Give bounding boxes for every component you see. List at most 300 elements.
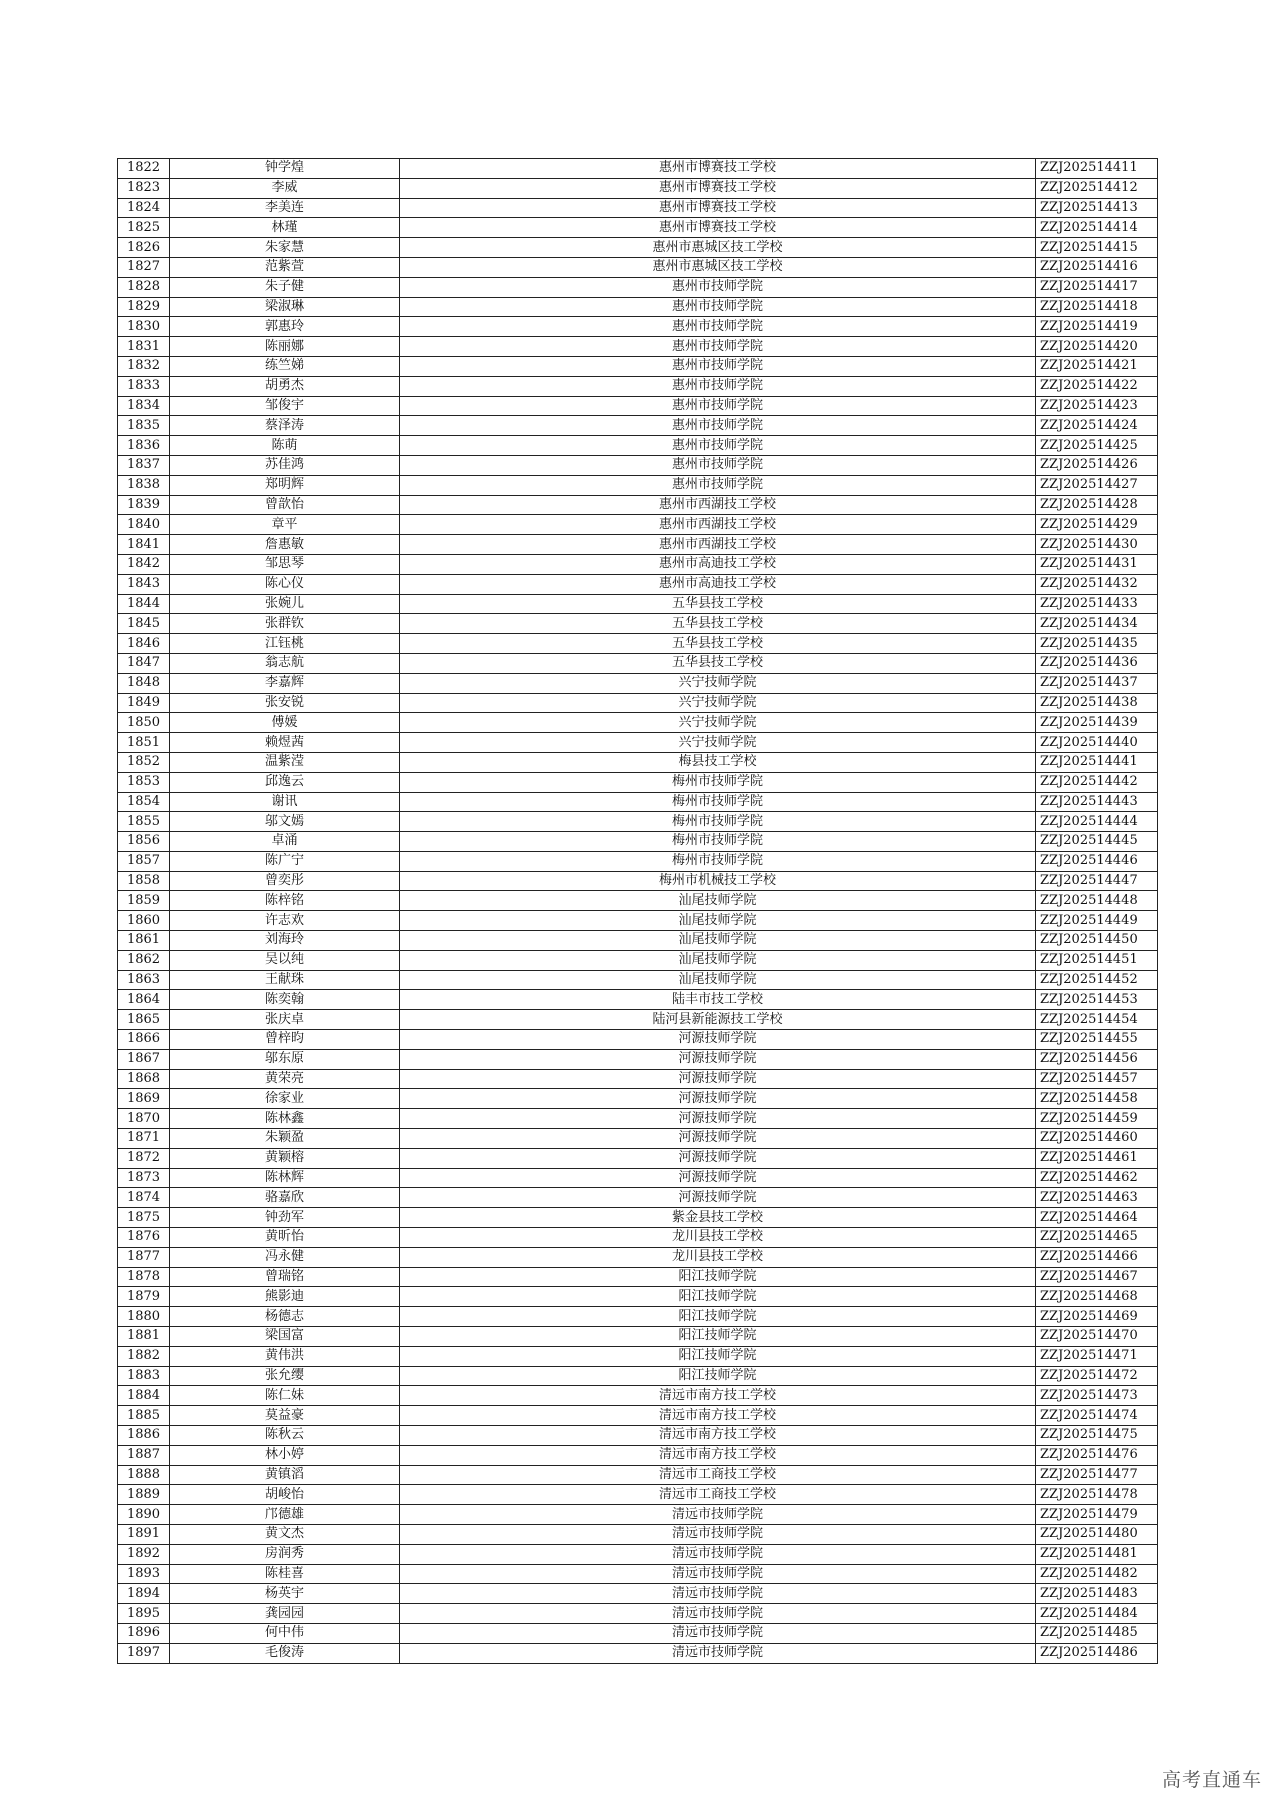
row-number-cell: 1822 [118,159,170,179]
row-number-cell: 1831 [118,337,170,357]
student-name-cell: 房润秀 [170,1544,400,1564]
student-name-cell: 毛俊涛 [170,1643,400,1663]
student-name-cell: 江钰桃 [170,634,400,654]
student-name-cell: 黄镇滔 [170,1465,400,1485]
table-row [118,1505,1158,1525]
table-row [118,1386,1158,1406]
row-number-cell: 1889 [118,1485,170,1505]
table-row [118,970,1158,990]
table-row [118,317,1158,337]
table-row [118,1604,1158,1624]
student-name-cell: 钟学煌 [170,159,400,179]
student-name-cell: 练竺娣 [170,356,400,376]
row-number-cell: 1855 [118,812,170,832]
student-name-cell: 邱逸云 [170,772,400,792]
table-row [118,1445,1158,1465]
row-number-cell: 1851 [118,733,170,753]
school-name-cell: 梅州市技师学院 [400,792,1036,812]
table-row [118,257,1158,277]
row-number-cell: 1858 [118,871,170,891]
student-id-cell: ZZJ202514452 [1036,970,1158,990]
student-name-cell: 蔡泽涛 [170,416,400,436]
student-name-cell: 陈萌 [170,436,400,456]
student-name-cell: 章平 [170,515,400,535]
student-id-cell: ZZJ202514415 [1036,238,1158,258]
student-name-cell: 温紫滢 [170,752,400,772]
school-name-cell: 清远市技师学院 [400,1564,1036,1584]
student-id-cell: ZZJ202514417 [1036,277,1158,297]
school-name-cell: 惠州市高迪技工学校 [400,554,1036,574]
student-name-cell: 邬东原 [170,1049,400,1069]
table-row [118,356,1158,376]
student-name-cell: 张安锐 [170,693,400,713]
school-name-cell: 梅州市技师学院 [400,812,1036,832]
table-row [118,1327,1158,1347]
table-row [118,693,1158,713]
student-id-cell: ZZJ202514482 [1036,1564,1158,1584]
row-number-cell: 1865 [118,1010,170,1030]
student-id-cell: ZZJ202514453 [1036,990,1158,1010]
row-number-cell: 1837 [118,455,170,475]
student-name-cell: 张婉儿 [170,594,400,614]
student-name-cell: 梁淑琳 [170,297,400,317]
student-id-cell: ZZJ202514466 [1036,1247,1158,1267]
student-id-cell: ZZJ202514454 [1036,1010,1158,1030]
student-id-cell: ZZJ202514455 [1036,1030,1158,1050]
school-name-cell: 惠州市西湖技工学校 [400,495,1036,515]
student-id-cell: ZZJ202514411 [1036,159,1158,179]
student-name-cell: 何中伟 [170,1623,400,1643]
student-id-cell: ZZJ202514450 [1036,931,1158,951]
student-id-cell: ZZJ202514474 [1036,1406,1158,1426]
student-id-cell: ZZJ202514445 [1036,832,1158,852]
table-row [118,277,1158,297]
school-name-cell: 河源技师学院 [400,1129,1036,1149]
row-number-cell: 1894 [118,1584,170,1604]
school-name-cell: 梅州市技师学院 [400,832,1036,852]
row-number-cell: 1856 [118,832,170,852]
table-row [118,376,1158,396]
row-number-cell: 1843 [118,574,170,594]
school-name-cell: 阳江技师学院 [400,1287,1036,1307]
school-name-cell: 惠州市博赛技工学校 [400,218,1036,238]
student-name-cell: 赖煜茜 [170,733,400,753]
school-name-cell: 清远市技师学院 [400,1623,1036,1643]
row-number-cell: 1868 [118,1069,170,1089]
school-name-cell: 清远市南方技工学校 [400,1445,1036,1465]
school-name-cell: 阳江技师学院 [400,1307,1036,1327]
student-name-cell: 徐家业 [170,1089,400,1109]
school-name-cell: 梅州市技师学院 [400,851,1036,871]
row-number-cell: 1892 [118,1544,170,1564]
row-number-cell: 1850 [118,713,170,733]
student-name-cell: 骆嘉欣 [170,1188,400,1208]
row-number-cell: 1867 [118,1049,170,1069]
student-name-cell: 黄颖榕 [170,1148,400,1168]
row-number-cell: 1866 [118,1030,170,1050]
school-name-cell: 汕尾技师学院 [400,891,1036,911]
student-name-cell: 李威 [170,178,400,198]
student-name-cell: 陈广宁 [170,851,400,871]
table-row [118,515,1158,535]
school-name-cell: 梅州市机械技工学校 [400,871,1036,891]
student-name-cell: 王献珠 [170,970,400,990]
student-id-cell: ZZJ202514424 [1036,416,1158,436]
row-number-cell: 1849 [118,693,170,713]
table-row [118,436,1158,456]
row-number-cell: 1845 [118,614,170,634]
school-name-cell: 清远市工商技工学校 [400,1465,1036,1485]
row-number-cell: 1862 [118,950,170,970]
student-id-cell: ZZJ202514425 [1036,436,1158,456]
student-id-cell: ZZJ202514477 [1036,1465,1158,1485]
student-name-cell: 刘海玲 [170,931,400,951]
student-name-cell: 邬文嫣 [170,812,400,832]
table-row [118,1307,1158,1327]
row-number-cell: 1893 [118,1564,170,1584]
table-row [118,1346,1158,1366]
row-number-cell: 1872 [118,1148,170,1168]
table-row [118,1564,1158,1584]
student-name-cell: 卓涌 [170,832,400,852]
table-row [118,772,1158,792]
student-id-cell: ZZJ202514456 [1036,1049,1158,1069]
student-id-cell: ZZJ202514464 [1036,1208,1158,1228]
student-id-cell: ZZJ202514481 [1036,1544,1158,1564]
school-name-cell: 惠州市技师学院 [400,436,1036,456]
row-number-cell: 1827 [118,257,170,277]
school-name-cell: 河源技师学院 [400,1188,1036,1208]
table-row [118,1168,1158,1188]
student-id-cell: ZZJ202514462 [1036,1168,1158,1188]
school-name-cell: 惠州市技师学院 [400,416,1036,436]
row-number-cell: 1882 [118,1346,170,1366]
row-number-cell: 1839 [118,495,170,515]
school-name-cell: 清远市技师学院 [400,1604,1036,1624]
table-row [118,851,1158,871]
student-id-cell: ZZJ202514451 [1036,950,1158,970]
school-name-cell: 汕尾技师学院 [400,911,1036,931]
student-id-cell: ZZJ202514440 [1036,733,1158,753]
row-number-cell: 1878 [118,1267,170,1287]
student-id-cell: ZZJ202514449 [1036,911,1158,931]
row-number-cell: 1887 [118,1445,170,1465]
row-number-cell: 1846 [118,634,170,654]
table-row [118,1228,1158,1248]
row-number-cell: 1823 [118,178,170,198]
roster-table [117,158,1158,1664]
row-number-cell: 1860 [118,911,170,931]
student-name-cell: 胡勇杰 [170,376,400,396]
student-name-cell: 许志欢 [170,911,400,931]
school-name-cell: 清远市技师学院 [400,1544,1036,1564]
student-name-cell: 范紫萱 [170,257,400,277]
student-name-cell: 陈仁妹 [170,1386,400,1406]
school-name-cell: 汕尾技师学院 [400,970,1036,990]
school-name-cell: 清远市南方技工学校 [400,1406,1036,1426]
row-number-cell: 1824 [118,198,170,218]
school-name-cell: 惠州市技师学院 [400,297,1036,317]
school-name-cell: 五华县技工学校 [400,653,1036,673]
school-name-cell: 惠州市博赛技工学校 [400,178,1036,198]
row-number-cell: 1883 [118,1366,170,1386]
school-name-cell: 河源技师学院 [400,1148,1036,1168]
table-row [118,475,1158,495]
table-row [118,673,1158,693]
student-id-cell: ZZJ202514434 [1036,614,1158,634]
school-name-cell: 惠州市技师学院 [400,396,1036,416]
table-row [118,574,1158,594]
student-name-cell: 陈林鑫 [170,1109,400,1129]
student-id-cell: ZZJ202514441 [1036,752,1158,772]
table-row [118,1188,1158,1208]
student-id-cell: ZZJ202514483 [1036,1584,1158,1604]
student-id-cell: ZZJ202514426 [1036,455,1158,475]
student-name-cell: 吴以纯 [170,950,400,970]
row-number-cell: 1874 [118,1188,170,1208]
student-id-cell: ZZJ202514423 [1036,396,1158,416]
school-name-cell: 阳江技师学院 [400,1267,1036,1287]
student-name-cell: 胡峻怡 [170,1485,400,1505]
student-id-cell: ZZJ202514471 [1036,1346,1158,1366]
table-row [118,1544,1158,1564]
school-name-cell: 陆河县新能源技工学校 [400,1010,1036,1030]
student-name-cell: 冯永健 [170,1247,400,1267]
student-id-cell: ZZJ202514465 [1036,1228,1158,1248]
table-row [118,1049,1158,1069]
school-name-cell: 阳江技师学院 [400,1327,1036,1347]
table-row [118,1465,1158,1485]
student-id-cell: ZZJ202514437 [1036,673,1158,693]
student-id-cell: ZZJ202514439 [1036,713,1158,733]
table-row [118,1069,1158,1089]
table-row [118,297,1158,317]
table-row [118,455,1158,475]
row-number-cell: 1876 [118,1228,170,1248]
table-row [118,1208,1158,1228]
row-number-cell: 1828 [118,277,170,297]
student-id-cell: ZZJ202514472 [1036,1366,1158,1386]
student-name-cell: 黄伟洪 [170,1346,400,1366]
table-row [118,159,1158,179]
table-row [118,337,1158,357]
table-row [118,832,1158,852]
table-row [118,931,1158,951]
row-number-cell: 1844 [118,594,170,614]
student-name-cell: 谢讯 [170,792,400,812]
school-name-cell: 龙川县技工学校 [400,1247,1036,1267]
table-row [118,911,1158,931]
student-id-cell: ZZJ202514486 [1036,1643,1158,1663]
student-name-cell: 詹惠敏 [170,535,400,555]
school-name-cell: 惠州市技师学院 [400,337,1036,357]
school-name-cell: 陆丰市技工学校 [400,990,1036,1010]
school-name-cell: 兴宁技师学院 [400,713,1036,733]
table-row [118,792,1158,812]
student-id-cell: ZZJ202514468 [1036,1287,1158,1307]
student-id-cell: ZZJ202514473 [1036,1386,1158,1406]
row-number-cell: 1884 [118,1386,170,1406]
row-number-cell: 1842 [118,554,170,574]
school-name-cell: 河源技师学院 [400,1109,1036,1129]
table-row [118,713,1158,733]
student-id-cell: ZZJ202514416 [1036,257,1158,277]
table-row [118,990,1158,1010]
table-row [118,178,1158,198]
table-row [118,416,1158,436]
row-number-cell: 1848 [118,673,170,693]
school-name-cell: 兴宁技师学院 [400,693,1036,713]
student-name-cell: 郭惠玲 [170,317,400,337]
student-id-cell: ZZJ202514444 [1036,812,1158,832]
school-name-cell: 阳江技师学院 [400,1366,1036,1386]
table-row [118,1366,1158,1386]
student-id-cell: ZZJ202514458 [1036,1089,1158,1109]
student-id-cell: ZZJ202514442 [1036,772,1158,792]
student-name-cell: 杨德志 [170,1307,400,1327]
school-name-cell: 阳江技师学院 [400,1346,1036,1366]
table-row [118,495,1158,515]
school-name-cell: 河源技师学院 [400,1030,1036,1050]
table-row [118,198,1158,218]
table-row [118,1010,1158,1030]
student-id-cell: ZZJ202514478 [1036,1485,1158,1505]
student-name-cell: 曾奕彤 [170,871,400,891]
student-name-cell: 莫益豪 [170,1406,400,1426]
row-number-cell: 1871 [118,1129,170,1149]
student-name-cell: 李美连 [170,198,400,218]
student-name-cell: 朱家慧 [170,238,400,258]
row-number-cell: 1857 [118,851,170,871]
student-name-cell: 曾梓昀 [170,1030,400,1050]
table-row [118,1643,1158,1663]
table-row [118,1109,1158,1129]
school-name-cell: 汕尾技师学院 [400,931,1036,951]
school-name-cell: 河源技师学院 [400,1168,1036,1188]
row-number-cell: 1885 [118,1406,170,1426]
student-name-cell: 陈梓铭 [170,891,400,911]
table-row [118,594,1158,614]
row-number-cell: 1854 [118,792,170,812]
row-number-cell: 1829 [118,297,170,317]
student-id-cell: ZZJ202514427 [1036,475,1158,495]
school-name-cell: 清远市技师学院 [400,1524,1036,1544]
row-number-cell: 1852 [118,752,170,772]
student-id-cell: ZZJ202514446 [1036,851,1158,871]
student-id-cell: ZZJ202514412 [1036,178,1158,198]
student-id-cell: ZZJ202514438 [1036,693,1158,713]
school-name-cell: 惠州市西湖技工学校 [400,515,1036,535]
student-name-cell: 朱颖盈 [170,1129,400,1149]
school-name-cell: 清远市技师学院 [400,1643,1036,1663]
table-row [118,1426,1158,1446]
student-name-cell: 黄文杰 [170,1524,400,1544]
student-name-cell: 陈丽娜 [170,337,400,357]
school-name-cell: 惠州市惠城区技工学校 [400,238,1036,258]
student-id-cell: ZZJ202514421 [1036,356,1158,376]
student-id-cell: ZZJ202514418 [1036,297,1158,317]
student-id-cell: ZZJ202514419 [1036,317,1158,337]
student-id-cell: ZZJ202514447 [1036,871,1158,891]
student-name-cell: 熊影迪 [170,1287,400,1307]
student-name-cell: 傅媛 [170,713,400,733]
student-name-cell: 郑明辉 [170,475,400,495]
row-number-cell: 1830 [118,317,170,337]
student-name-cell: 陈心仪 [170,574,400,594]
student-id-cell: ZZJ202514448 [1036,891,1158,911]
student-name-cell: 林瑾 [170,218,400,238]
row-number-cell: 1880 [118,1307,170,1327]
student-id-cell: ZZJ202514429 [1036,515,1158,535]
student-name-cell: 张群钦 [170,614,400,634]
student-name-cell: 钟劲军 [170,1208,400,1228]
table-row [118,1148,1158,1168]
student-id-cell: ZZJ202514413 [1036,198,1158,218]
row-number-cell: 1877 [118,1247,170,1267]
row-number-cell: 1834 [118,396,170,416]
school-name-cell: 五华县技工学校 [400,614,1036,634]
school-name-cell: 惠州市技师学院 [400,277,1036,297]
table-row [118,614,1158,634]
student-name-cell: 陈奕翰 [170,990,400,1010]
student-id-cell: ZZJ202514484 [1036,1604,1158,1624]
table-row [118,1267,1158,1287]
table-row [118,1030,1158,1050]
table-row [118,1524,1158,1544]
school-name-cell: 清远市南方技工学校 [400,1386,1036,1406]
student-id-cell: ZZJ202514422 [1036,376,1158,396]
row-number-cell: 1891 [118,1524,170,1544]
school-name-cell: 清远市工商技工学校 [400,1485,1036,1505]
table-row [118,733,1158,753]
student-id-cell: ZZJ202514459 [1036,1109,1158,1129]
student-id-cell: ZZJ202514485 [1036,1623,1158,1643]
table-row [118,218,1158,238]
student-name-cell: 张庆卓 [170,1010,400,1030]
student-name-cell: 黄荣亮 [170,1069,400,1089]
table-row [118,1406,1158,1426]
school-name-cell: 惠州市技师学院 [400,475,1036,495]
table-row [118,238,1158,258]
row-number-cell: 1840 [118,515,170,535]
row-number-cell: 1864 [118,990,170,1010]
row-number-cell: 1833 [118,376,170,396]
row-number-cell: 1835 [118,416,170,436]
row-number-cell: 1875 [118,1208,170,1228]
school-name-cell: 河源技师学院 [400,1089,1036,1109]
student-name-cell: 朱子健 [170,277,400,297]
student-id-cell: ZZJ202514443 [1036,792,1158,812]
table-row [118,653,1158,673]
row-number-cell: 1886 [118,1426,170,1446]
table-row [118,554,1158,574]
table-row [118,1089,1158,1109]
student-name-cell: 杨英宇 [170,1584,400,1604]
school-name-cell: 惠州市技师学院 [400,317,1036,337]
row-number-cell: 1826 [118,238,170,258]
student-name-cell: 苏佳鸿 [170,455,400,475]
school-name-cell: 惠州市技师学院 [400,455,1036,475]
student-name-cell: 黄昕怡 [170,1228,400,1248]
school-name-cell: 惠州市技师学院 [400,356,1036,376]
table-row [118,535,1158,555]
student-name-cell: 邹思琴 [170,554,400,574]
school-name-cell: 惠州市西湖技工学校 [400,535,1036,555]
school-name-cell: 五华县技工学校 [400,634,1036,654]
student-name-cell: 曾歆怡 [170,495,400,515]
row-number-cell: 1859 [118,891,170,911]
school-name-cell: 兴宁技师学院 [400,673,1036,693]
